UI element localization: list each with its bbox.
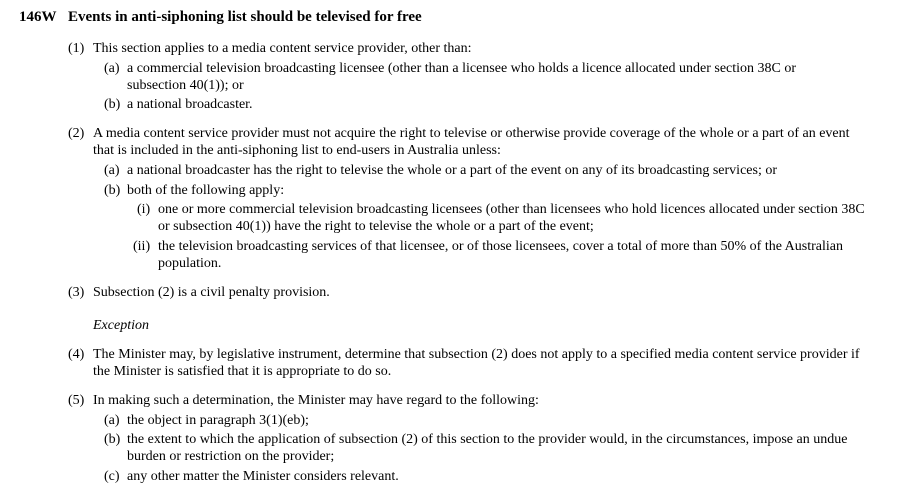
subparagraph-text: one or more commercial television broadcasting licensees (other than licensees who hold licences allocated under section 38C (158, 202, 865, 217)
paragraph-label: (a) (104, 163, 120, 178)
subparagraph-label: (i) (137, 202, 151, 217)
subsection-label: (1) (68, 41, 85, 56)
paragraph-text: any other matter the Minister considers relevant. (127, 469, 399, 484)
section-heading (19, 9, 422, 26)
subsection-label: (5) (68, 393, 85, 408)
paragraph-label: (a) (104, 413, 120, 428)
subsection-label: (2) (68, 126, 85, 141)
subparagraph-text: population. (158, 256, 222, 271)
subsection-text: Subsection (2) is a civil penalty provision. (93, 285, 330, 300)
exception-heading: Exception (93, 318, 149, 333)
paragraph-text: the object in paragraph 3(1)(eb); (127, 413, 309, 428)
subsection-text: the Minister is satisfied that it is appropriate to do so. (93, 364, 392, 379)
subsection-text: The Minister may, by legislative instrument, determine that subsection (2) does not apply to a specified media content service provider if (93, 347, 860, 362)
paragraph-label: (c) (104, 469, 120, 484)
section-title: Events in anti-siphoning list should be televised for free (68, 9, 422, 25)
paragraph-label: (a) (104, 61, 120, 76)
subparagraph-label: (ii) (133, 239, 151, 254)
paragraph-label: (b) (104, 183, 121, 198)
subparagraph-text: the television broadcasting services of that licensee, or of those licensees, cover a total of more than 50% of the Australian (158, 239, 843, 254)
paragraph-label: (b) (104, 432, 121, 447)
section-number: 146W (19, 9, 57, 25)
subsection-label: (4) (68, 347, 85, 362)
paragraph-text: subsection 40(1)); or (127, 78, 244, 93)
paragraph-text: a national broadcaster. (127, 97, 253, 112)
paragraph-text: burden or restriction on the provider; (127, 449, 335, 464)
subsection-text: A media content service provider must not acquire the right to televise or otherwise provide coverage of the whole or a part of an event (93, 126, 850, 141)
subsection-label: (3) (68, 285, 85, 300)
paragraph-text: both of the following apply: (127, 183, 285, 198)
paragraph-text: a national broadcaster has the right to televise the whole or a part of the event on any of its broadcasting services; or (127, 163, 778, 178)
paragraph-label: (b) (104, 97, 121, 112)
paragraph-text: the extent to which the application of subsection (2) of this section to the provider would, in the circumstances, impose an undue (127, 432, 848, 447)
paragraph-text: a commercial television broadcasting licensee (other than a licensee who holds a licence allocated under section 38C or (127, 61, 797, 76)
subsection-text: that is included in the anti-siphoning list to end-users in Australia unless: (93, 143, 501, 158)
subsection-text: This section applies to a media content service provider, other than: (93, 41, 472, 56)
subparagraph-text: or subsection 40(1)) have the right to televise the whole or a part of the event; (158, 219, 594, 234)
subsection-text: In making such a determination, the Minister may have regard to the following: (93, 393, 539, 408)
